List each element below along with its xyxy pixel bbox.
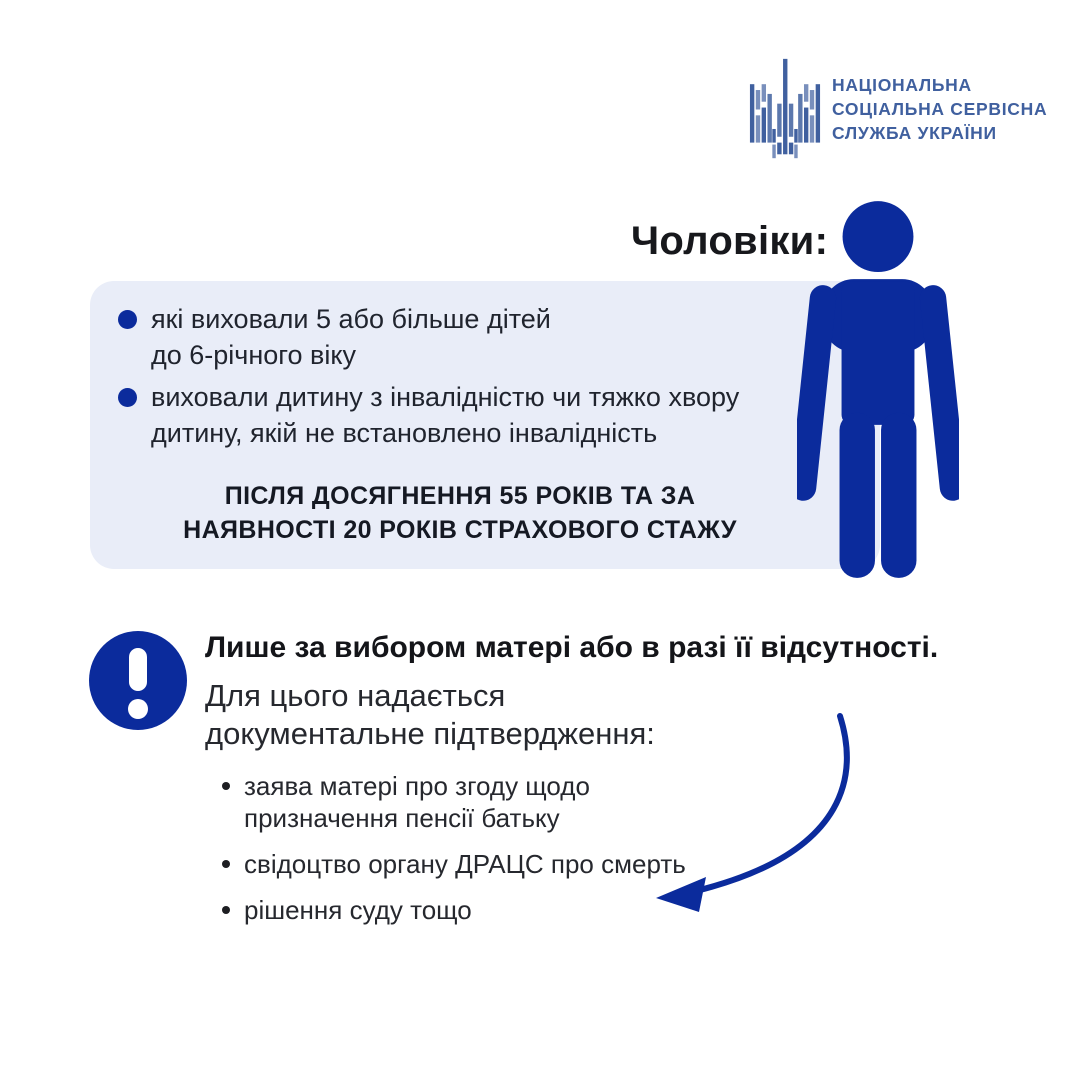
condition-statement <box>120 479 800 547</box>
document-item-text <box>244 848 686 880</box>
tryzub-logo-icon <box>748 56 822 163</box>
eligibility-item-line: які виховали 5 або більше дітей <box>151 304 551 334</box>
brand-name-line-1: НАЦІОНАЛЬНА <box>832 75 972 95</box>
man-figure-icon <box>797 200 959 580</box>
note-intro <box>205 677 655 753</box>
curved-arrow-icon <box>636 702 866 917</box>
navy-dot-icon <box>118 388 137 407</box>
document-item-text <box>244 770 590 834</box>
page-title: Чоловіки: <box>631 219 829 263</box>
black-dot-icon <box>222 860 230 868</box>
eligibility-item-line: виховали дитину з інвалідністю чи тяжко хвору <box>151 382 740 412</box>
condition-line: ПІСЛЯ ДОСЯГНЕННЯ 55 РОКІВ ТА ЗА <box>224 482 696 510</box>
document-line: рішення суду тощо <box>244 895 472 925</box>
note-title: Лише за вибором матері або в разі її відсутності. <box>205 631 939 664</box>
brand-name <box>832 73 1047 145</box>
brand-name-line-3: СЛУЖБА УКРАЇНИ <box>832 123 997 143</box>
condition-line: НАЯВНОСТІ 20 РОКІВ СТРАХОВОГО СТАЖУ <box>183 516 737 544</box>
document-item <box>222 894 686 926</box>
note-intro-line: документальне підтвердження: <box>205 716 655 751</box>
document-item <box>222 848 686 880</box>
brand-block <box>748 56 1047 163</box>
eligibility-item-line: до 6-річного віку <box>151 340 357 370</box>
document-line: призначення пенсії батьку <box>244 803 560 833</box>
exclamation-circle-icon <box>89 631 187 730</box>
eligibility-item-text <box>151 379 739 451</box>
brand-name-line-2: СОЦІАЛЬНА СЕРВІСНА <box>832 99 1048 119</box>
documents-list <box>222 770 686 940</box>
eligibility-item <box>118 301 551 373</box>
document-item <box>222 770 686 834</box>
navy-dot-icon <box>118 310 137 329</box>
eligibility-item <box>118 379 739 451</box>
eligibility-item-line: дитину, якій не встановлено інвалідність <box>151 418 658 448</box>
black-dot-icon <box>222 782 230 790</box>
eligibility-item-text <box>151 301 551 373</box>
document-item-text <box>244 894 472 926</box>
note-intro-line: Для цього надається <box>205 678 506 713</box>
black-dot-icon <box>222 906 230 914</box>
eligibility-card <box>90 281 880 569</box>
document-line: свідоцтво органу ДРАЦС про смерть <box>244 849 686 879</box>
document-line: заява матері про згоду щодо <box>244 771 590 801</box>
